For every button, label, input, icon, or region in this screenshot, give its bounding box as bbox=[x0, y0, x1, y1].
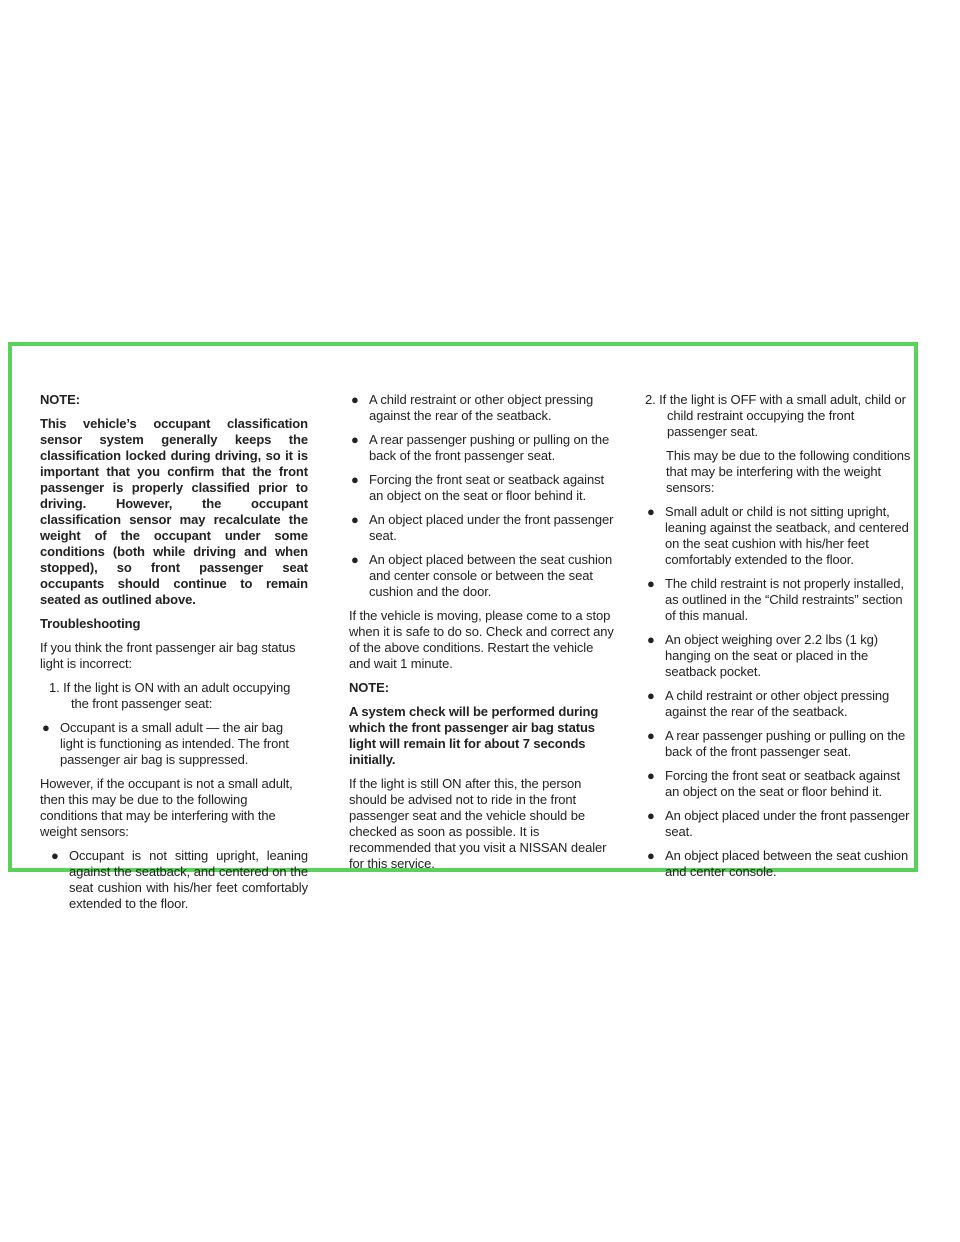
column-1 bbox=[40, 392, 308, 920]
bullet-icon: ● bbox=[351, 392, 359, 407]
bullet-text: A rear passenger pushing or pulling on the back of the front passenger seat. bbox=[665, 728, 906, 759]
bullet-icon: ● bbox=[51, 848, 59, 863]
bullet-item bbox=[645, 688, 913, 720]
bullet-icon: ● bbox=[647, 808, 655, 823]
bullet-icon: ● bbox=[647, 504, 655, 519]
bullet-icon: ● bbox=[647, 632, 655, 647]
column-2 bbox=[349, 392, 617, 880]
numbered-item-2 bbox=[645, 392, 913, 440]
note-label: NOTE: bbox=[40, 392, 80, 407]
bullet-item bbox=[49, 848, 308, 912]
bullet-text: Forcing the front seat or seatback against an object on the seat or floor behind it. bbox=[665, 768, 900, 799]
bullet-icon: ● bbox=[647, 576, 655, 591]
bullet-item bbox=[645, 504, 913, 568]
bullet-icon: ● bbox=[351, 512, 359, 527]
item-number: 2. bbox=[645, 392, 656, 407]
moving-paragraph: If the vehicle is moving, please come to a stop when it is safe to do so. Check and correct any of the above conditions. Restart the vehicle and wait 1 minute. bbox=[349, 608, 614, 671]
bullet-item bbox=[645, 808, 913, 840]
however-paragraph: However, if the occupant is not a small adult, then this may be due to the following conditions that may be interfering with the weight sensors: bbox=[40, 776, 293, 839]
bullet-item bbox=[349, 472, 617, 504]
note-text: A system check will be performed during which the front passenger air bag status light will remain lit for about 7 seconds initially. bbox=[349, 704, 599, 767]
bullet-item bbox=[349, 552, 617, 600]
item-number: 1. bbox=[49, 680, 60, 695]
note-label: NOTE: bbox=[349, 680, 389, 695]
bullet-text: The child restraint is not properly installed, as outlined in the “Child restraints” section of this manual. bbox=[665, 576, 904, 623]
numbered-item-1 bbox=[49, 680, 308, 712]
bullet-item bbox=[349, 512, 617, 544]
item-sub-paragraph: This may be due to the following conditions that may be interfering with the weight sensors: bbox=[666, 448, 911, 495]
bullet-icon: ● bbox=[42, 720, 50, 735]
bullet-item bbox=[40, 720, 308, 768]
bullet-text: A rear passenger pushing or pulling on the back of the front passenger seat. bbox=[369, 432, 610, 463]
bullet-icon: ● bbox=[647, 728, 655, 743]
item-text: If the light is OFF with a small adult, child or child restraint occupying the front passenger seat. bbox=[659, 392, 906, 439]
bullet-text: A child restraint or other object pressing against the rear of the seatback. bbox=[369, 392, 594, 423]
bullet-text: An object placed under the front passenger seat. bbox=[665, 808, 910, 839]
bullet-icon: ● bbox=[647, 688, 655, 703]
bullet-text: Forcing the front seat or seatback against an object on the seat or floor behind it. bbox=[369, 472, 604, 503]
bullet-text: Occupant is a small adult — the air bag light is functioning as intended. The front passenger air bag is suppressed. bbox=[60, 720, 289, 767]
bullet-item bbox=[645, 848, 913, 880]
bullet-text: An object weighing over 2.2 lbs (1 kg) hanging on the seat or placed in the seatback pocket. bbox=[665, 632, 878, 679]
note-text: This vehicle’s occupant classification sensor system generally keeps the classification locked during driving, so it is important that you confirm that the front passenger is properly classified prior to driving. However, the occupant classification sensor may recalculate the weight of the occupant under some conditions (both while driving and when stopped), so front passenger seat occupants should continue to remain seated as outlined above. bbox=[40, 416, 308, 607]
intro-paragraph: If you think the front passenger air bag status light is incorrect: bbox=[40, 640, 296, 671]
bullet-item bbox=[645, 576, 913, 624]
bullet-text: An object placed under the front passenger seat. bbox=[369, 512, 614, 543]
bullet-item bbox=[349, 432, 617, 464]
bullet-icon: ● bbox=[647, 768, 655, 783]
section-heading: Troubleshooting bbox=[40, 616, 141, 631]
bullet-text: An object placed between the seat cushion and center console. bbox=[665, 848, 909, 879]
bullet-item bbox=[349, 392, 617, 424]
bullet-icon: ● bbox=[351, 432, 359, 447]
still-on-paragraph: If the light is still ON after this, the person should be advised not to ride in the front passenger seat and the vehicle should be checked as soon as possible. It is recommended that you visit a NISSAN dealer for this service. bbox=[349, 776, 607, 871]
bullet-text: An object placed between the seat cushion and center console or between the seat cushion and the door. bbox=[369, 552, 613, 599]
bullet-icon: ● bbox=[351, 472, 359, 487]
bullet-text: Small adult or child is not sitting upright, leaning against the seatback, and centered on the seat cushion with his/her feet comfortably extended to the floor. bbox=[665, 504, 909, 567]
bullet-text: A child restraint or other object pressing against the rear of the seatback. bbox=[665, 688, 890, 719]
bullet-icon: ● bbox=[647, 848, 655, 863]
bullet-text: Occupant is not sitting upright, leaning against the seatback, and centered on the seat cushion with his/her feet comfortably extended to the floor. bbox=[69, 848, 308, 911]
bullet-icon: ● bbox=[351, 552, 359, 567]
item-text: If the light is ON with an adult occupying the front passenger seat: bbox=[63, 680, 291, 711]
column-3 bbox=[645, 392, 913, 888]
bullet-item bbox=[645, 728, 913, 760]
bullet-item bbox=[645, 768, 913, 800]
bullet-item bbox=[645, 632, 913, 680]
